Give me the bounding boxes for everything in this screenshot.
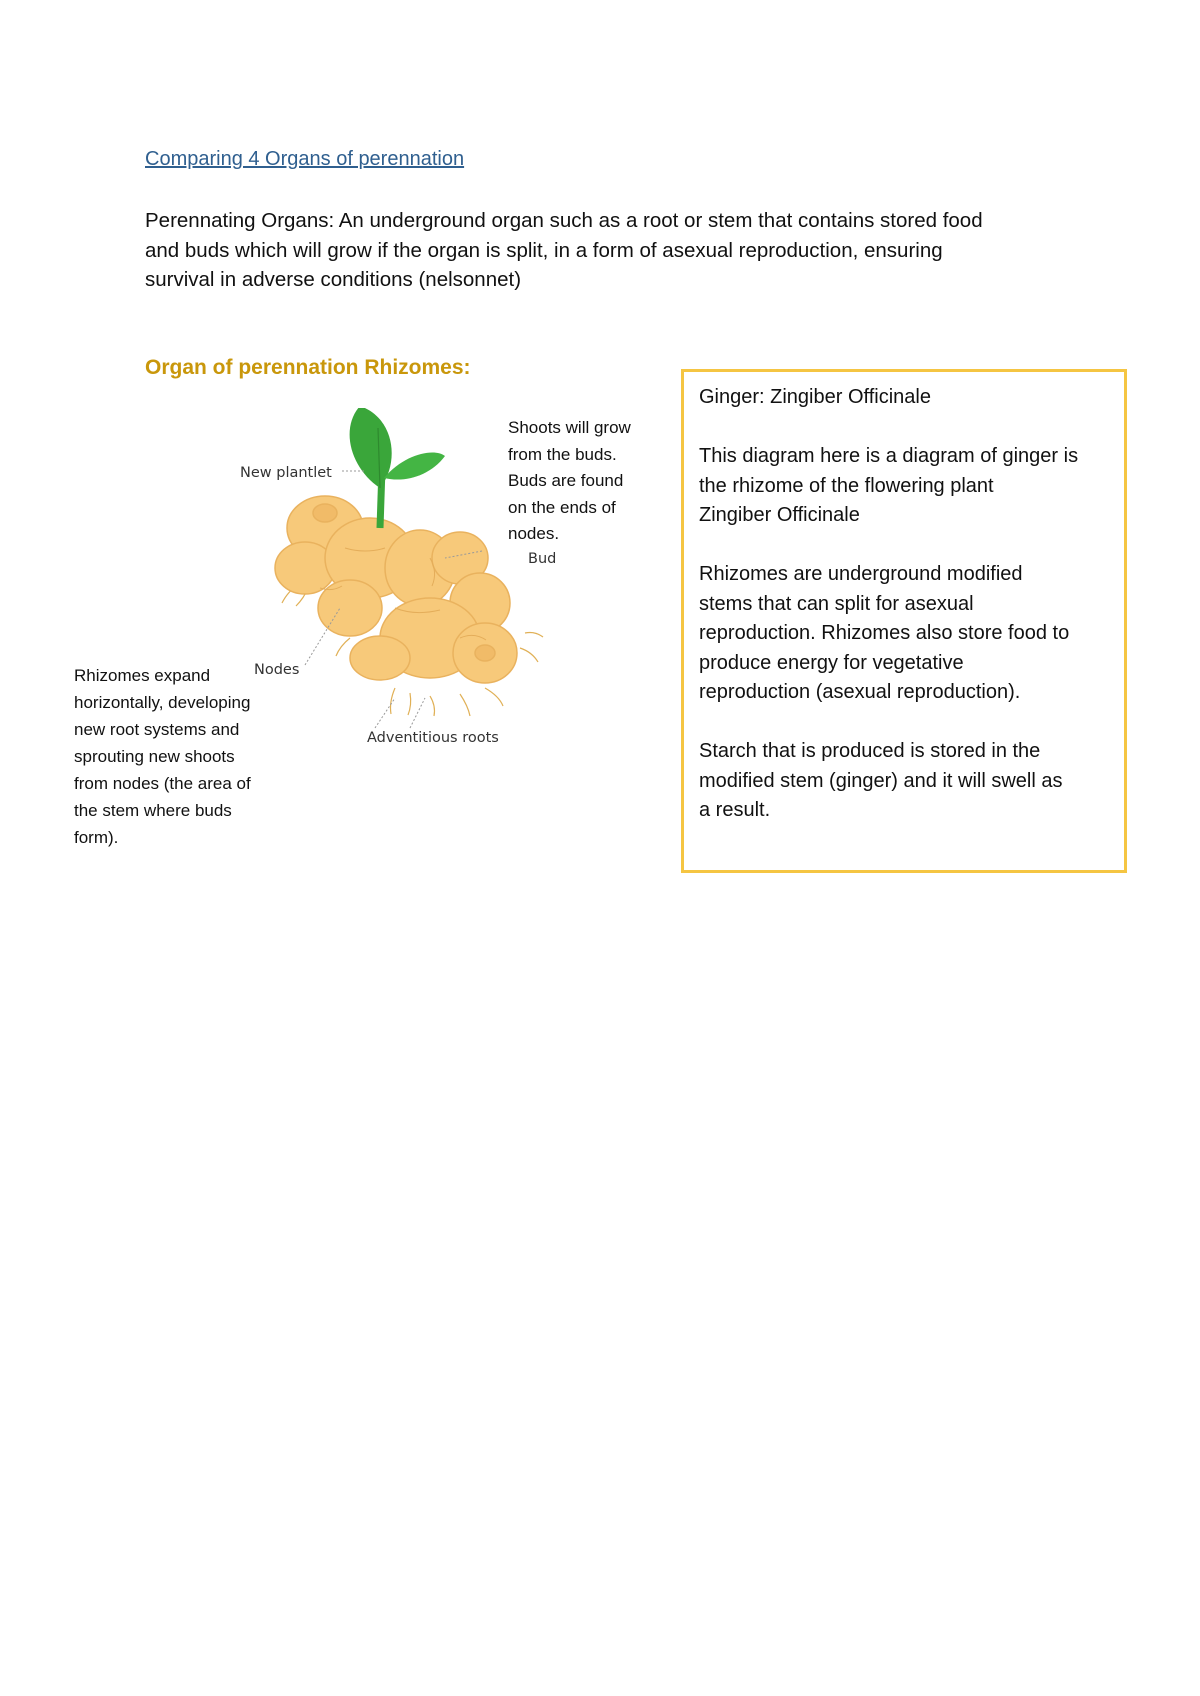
note-line: on the ends of [508, 497, 616, 517]
info-paragraph-1 [699, 442, 1109, 531]
label-bud: Bud [528, 551, 557, 567]
info-line: Rhizomes are underground modified [699, 563, 1023, 585]
note-line: sprouting new shoots [74, 747, 235, 766]
info-line: the rhizome of the flowering plant [699, 474, 994, 497]
note-line: new root systems and [74, 720, 240, 739]
ginger-body-graphic [275, 496, 517, 683]
note-line: Buds are found [508, 471, 624, 490]
label-nodes: Nodes [254, 662, 300, 678]
intro-line: survival in adverse conditions (nelsonnet) [145, 268, 522, 291]
note-line: Rhizomes expand [74, 666, 211, 685]
note-line: from nodes (the area of [74, 774, 251, 793]
note-line: form). [74, 828, 119, 847]
info-line: Starch that is produced is stored in the [699, 740, 1041, 762]
info-line: stems that can split for asexual [699, 592, 974, 615]
rhizome-note [74, 662, 251, 851]
note-line: nodes. [508, 524, 560, 543]
shoots-note [508, 415, 631, 548]
info-line: modified stem (ginger) and it will swell as [699, 769, 1063, 792]
note-line: horizontally, developing [74, 693, 251, 712]
info-box-heading: Ginger: Zingiber Officinale [699, 386, 931, 408]
info-line: produce energy for vegetative [699, 651, 964, 674]
note-line: Shoots will grow [508, 418, 631, 437]
label-adventitious-roots: Adventitious roots [367, 730, 499, 746]
info-paragraph-2 [699, 560, 1109, 708]
ginger-info-box [681, 369, 1127, 873]
document-title[interactable]: Comparing 4 Organs of perennation [145, 148, 465, 170]
info-line: reproduction. Rhizomes also store food to [699, 622, 1070, 644]
note-line: from the buds. [508, 444, 617, 464]
info-paragraph-3 [699, 737, 1109, 826]
info-line: reproduction (asexual reproduction). [699, 681, 1021, 703]
intro-paragraph [145, 206, 1085, 295]
info-line: Zingiber Officinale [699, 504, 860, 526]
label-new-plantlet: New plantlet [240, 465, 332, 481]
intro-line: and buds which will grow if the organ is split, in a form of asexual reproduction, ensuring [145, 238, 943, 262]
info-line: This diagram here is a diagram of ginger is [699, 445, 1079, 467]
note-line: the stem where buds [74, 801, 232, 820]
info-line: a result. [699, 799, 771, 821]
leaf-graphic [350, 408, 392, 488]
section-heading: Organ of perennation Rhizomes: [145, 356, 471, 379]
intro-line: Perennating Organs: An underground organ such as a root or stem that contains stored food [145, 209, 983, 232]
